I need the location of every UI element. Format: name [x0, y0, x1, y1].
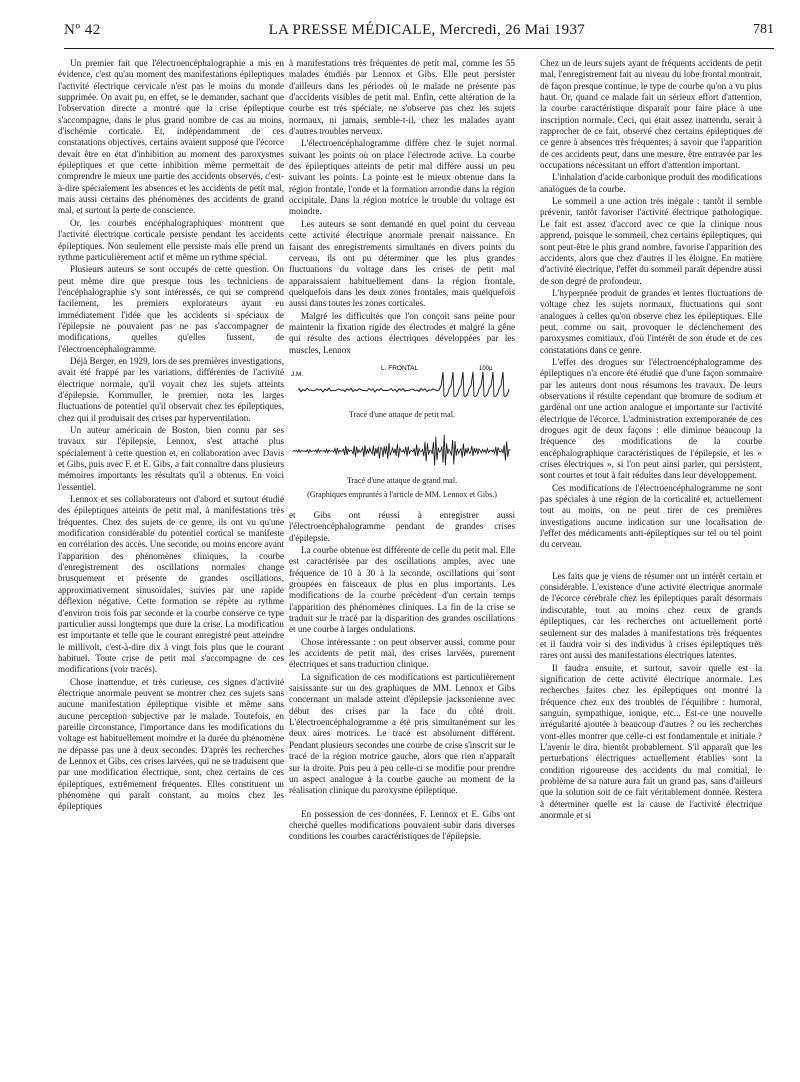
paragraph: L'électroencéphalogramme diffère chez le sujet normal suivant les points où on place l'électrode active. La courbe des épileptiques atteints de petit mal diffère aussi un peu suivant les points. La pointe est le mieux obtenue dans la région frontale, l'onde et la formation arrondie dans la région occipitale. Dans la région motrice le trouble du voltage est moindre. [289, 138, 515, 217]
trace-label-scale: 100µ [479, 365, 493, 372]
paragraph: Un auteur américain de Boston, bien connu par ses travaux sur l'épilepsie, Lennox, s'est attaché plus spécialement à cette question et, en collaboration avec Davis et Gibs, puis avec F. et E. Gibs, a fait connaître dans plusieurs mémoires importants les résultats qu'il a obtenus. En voici l'essentiel. [58, 425, 284, 492]
paragraph: Malgré les difficultés que l'on conçoit sans peine pour maintenir la fixation rigide des électrodes et malgré la gêne qui résulte des actions électriques développées par les muscles, Lennox [289, 310, 515, 355]
grand-mal-waveform [293, 435, 510, 466]
paragraph: Les auteurs se sont demandé en quel point du cerveau cette activité électrique anormale prenait naissance. En faisant des enregistrements simultanés en divers points du cerveau, ils ont pu déterminer que les plus grandes fluctuations du voltage dans les crises de petit mal apparaissaient habituellement dans la région frontale, quelquefois dans les deux zones frontales, mais quelquefois aussi dans toutes les zones corticales. [289, 218, 515, 309]
trace-label-frontal: L. FRONTAL [381, 364, 419, 372]
petit-mal-trace [289, 362, 515, 410]
eeg-figure [289, 362, 515, 500]
paragraph: Il faudra ensuite, et surtout, savoir quelle est la signification de cette activité électrique anormale. Les recherches faites chez les épileptiques ont montré la fréquence chez eux des troubles de l'équilibre : humoral, sanguin, sympathique, ionique, etc... Est-ce une nouvelle irrégularité ajoutée à beaucoup d'autres ? ou les recherches vont-elles montrer que celle-ci est fondamentale et initiale ? L'avenir le dira, bientôt probablement. S'il apparaît que les perturbations électriques actuellement établies sont la condition rigoureuse des accidents du mal comitial, le problème de sa nature aura fait un grand pas, sans d'ailleurs que la solution soit de ce fait véritablement donnée. Restera à déterminer quelle est la cause de l'activité électrique anormale et si [540, 662, 762, 820]
issue-number: Nº 42 [64, 22, 101, 38]
paragraph: à manifestations très fréquentes de petit mal, comme les 55 malades étudiés par Lennox et Gibs. Elle peut persister d'ailleurs dans les périodes où le malade ne présente pas d'accidents visibles de petit mal. Enfin, cette altération de la courbe est très spéciale, ne s'observe pas chez les sujets normaux, ni jamais, semble-t-il, chez les malades ayant d'autres troubles nerveux. [289, 58, 515, 137]
journal-title: LA PRESSE MÉDICALE, Mercredi, 26 Mai 1937 [268, 22, 586, 38]
figure-source: (Graphiques empruntés à l'article de MM. Lennox et Gibs.) [307, 489, 497, 499]
paragraph: L'inhalation d'acide carbonique produit des modifications analogues de la courbe. [540, 172, 762, 194]
paragraph: Lennox et ses collaborateurs ont d'abord et surtout étudié des épileptiques atteints de petit mal, à manifestations très fréquentes. Chez des sujets de ce genre, ils ont vu qu'une modification considérable du potentiel cortical se manifeste en corrélation des accès. Une seconde, ou moins encore avant l'apparition des phénomènes cliniques, la courbe d'enregistrement des oscillations normales change brusquement et présente de grandes oscillations, approximativement sinusoïdales, suivies par une rapide déflexion négative. Cette formation se répète au rythme d'environ trois fois par seconde et la courbe conserve ce type particulier aussi longtemps que dure la crise. La modification est importante et telle que le courant enregistré peut atteindre le millivolt, c'est-à-dire dix à vingt fois plus que le courant habituel. Toute crise de petit mal s'accompagne de ces modifications (voir tracés). [58, 494, 284, 675]
paragraph: Plusieurs auteurs se sont occupés de cette question. On peut même dire que presque tous les techniciens de l'encéphalographie s'y sont intéressés, ce qui se comprend facilement, les premiers explorateurs ayant eu immédiatement l'idée que les accidents si spéciaux de l'épilepsie ne pouvaient pas ne pas s'accompagner de modifications, quelles qu'elles fussent, de l'électroencéphalogramme. [58, 264, 284, 354]
paragraph: Les faits que je viens de résumer ont un intérêt certain et considérable. L'existence d'une activité électrique anormale de l'écorce cérébrale chez les épileptiques paraît désormais indiscutable, tout au moins chez ceux de grands épileptiques, car les recherches ont actuellement porté seulement sur des malades à manifestations très fréquentes et il faudra voir si des individus à crises épileptiques très rares ont aussi des manifestations électriques latentes. [540, 570, 762, 661]
paragraph: Or, les courbes encéphalographiques montrent que l'activité électrique corticale persiste pendant les accidents épileptiques. Non seulement elle persiste mais elle prend un rythme particulièrement actif et même un rythme spécial. [58, 217, 284, 262]
caption-grand-mal: Tracé d'une attaque de grand mal. [346, 475, 458, 485]
paragraph: Déjà Berger, en 1929, lors de ses premières investigations, avait été frappé par les variations, différentes de l'activité électrique normale, qu'il voyait chez les sujets atteints d'épilepsie. Kornmuller, le premier, nota les larges fluctuations de potentiel qu'il observait chez les épileptiques, chez qui il produisait des crises par hyperventilation. [58, 355, 284, 423]
paragraph: Chose inattendue, et très curieuse, ces signes d'activité électrique anormale peuvent se montrer chez ces sujets sans aucune manifestation épileptique visible et même sans aucune perception subjective par le malade. Toutefois, en pareille circonstance, l'importance dans les modifications du voltage est habituellement moindre et la durée du phénomène ne dépasse pas une à deux secondes. D'après les recherches de Lennox et Gibs, ces crises larvées, qui ne se traduisent que par une modification électrique, sont, chez certains de ces épileptiques, extrêmement fréquentes. Elles constituent un phénomène qui paraît constant, au moins chez les épileptiques [58, 676, 284, 812]
paragraph: L'hyperpnée produit de grandes et lentes fluctuations de voltage chez les sujets normaux, fluctuations qui sont analogues à celles qu'on observe chez les épileptiques. Elle peut, comme on sait, provoquer le déclenchement des paroxysmes comitiaux, d'où l'intérêt de son étude et de ces constatations dans ce genre. [540, 287, 762, 355]
page-header [64, 22, 774, 49]
spacer [289, 797, 515, 809]
column-3 [540, 58, 762, 1073]
journal-name: LA PRESSE MÉDICALE [268, 22, 432, 38]
paragraph: L'effet des drogues sur l'électroencéphalogramme des épileptiques n'a encore été étudié que d'une façon sommaire par les auteurs dont nous résumons les travaux. De leurs observations il résulte cependant que bromure de sodium et gardénal ont une action analogue et importante sur l'activité électrique de l'écorce. L'administration extemporanée de ces drogues agit de deux façons : elle diminue beaucoup la fréquence des modifications de la courbe encéphalographique caractéristiques de l'épilepsie, et les « crises électriques », si l'on peut ainsi parler, qui persistent, sont courtes et tout à fait réduites dans leur développement. [540, 356, 762, 481]
paragraph: Le sommeil a une action très inégale : tantôt il semble prévenir, tantôt favoriser l'activité électrique pathologique. Le fait est assez d'accord avec ce que la clinique nous apprend, puisque le sommeil, chez certains épileptiques, qui sont peut-être le plus grand nombre, favorise l'apparition des accidents, alors que chez d'autres il les éloigne. En matière d'activité électrique, l'effet du sommeil paraît dépendre aussi de son degré de profondeur. [540, 196, 762, 286]
grand-mal-trace [289, 426, 515, 476]
petit-mal-waveform [299, 372, 509, 396]
page-number: 781 [752, 22, 774, 37]
issue-date: Mercredi, 26 Mai 1937 [439, 22, 586, 38]
paragraph: La signification de ces modifications est particulièrement saisissante sur un des graphiques de MM. Lennox et Gibs concernant un malade atteint d'épilepsie jacksonienne avec début des crises par la face du côté droit. L'électroencéphalogramme a été pris simultanément sur les deux aires motrices. Le tracé est absolument différent. Pendant plusieurs secondes une courbe de crise s'inscrit sur le tracé de la région motrice gauche, alors que rien n'apparaît sur la droite. Puis peu à peu celle-ci se modifie pour prendre un aspect analogue à la courbe gauche au moment de la réalisation clinique du paroxysme épileptique. [289, 671, 515, 796]
paragraph: et Gibs ont réussi à enregistrer aussi l'électroencéphalogramme pendant de grandes crises d'épilepsie. [289, 509, 515, 543]
column-1 [58, 58, 284, 1073]
paragraph: Un premier fait que l'électroencéphalographie a mis en évidence, c'est qu'au moment des manifestations épileptiques l'activité électrique cervicale n'est pas le moins du monde supprimée. On avait pu, en effet, se le demander, sachant que l'observation directe a montré que la crise épileptique s'accompagne, dans le plus grand nombre de cas au moins, d'ischémie corticale. Et, indépendamment de ces constatations objectives, certains avaient supposé que l'écorce devait être en état d'inhibition au moment des paroxysmes épileptiques et que cette inhibition même permettait de comprendre le mieux une partie des accidents observés, c'est-à-dire spécialement les absences et les accidents de petit mal, mais aussi certains des phénomènes des accidents de grand mal, et surtout la perte de conscience. [58, 58, 284, 216]
paragraph: Ces modifications de l'électroencéphalogramme ne sont pas spéciales à une région de la corticalité et, actuellement tout au moins, on ne peut tirer de ces premières investigations aucune indication sur une localisation de l'effet des médicaments anti-épileptiques sur tel ou tel point du cerveau. [540, 482, 762, 550]
paragraph: Chose intéressante : on peut observer aussi, comme pour les accidents de petit mal, des crises larvées, purement électriques et sans traduction clinique. [289, 636, 515, 670]
column-2 [289, 58, 515, 1073]
paragraph: La courbe obtenue est différente de celle du petit mal. Elle est caractérisée par des oscillations amples, avec une fréquence de 10 à 30 à la seconde, oscillations qui sont groupées en faisceaux de plus en plus importants. Les modifications de la courbe précèdent d'un certain temps l'apparition des phénomènes cliniques. La fin de la crise se traduit sur le tracé par la disparition des grandes oscillations et une courbe à larges ondulations. [289, 544, 515, 635]
paragraph: Chez un de leurs sujets ayant de fréquents accidents de petit mal, l'enregistrement fait au niveau du lobe frontal montrait, de façon presque continue, le type de courbe qu'on a vu plus haut. Or, quand ce malade fait un sérieux effort d'attention, la courbe caractéristique disparaît pour faire place à une inscription normale. Ceci, qui était assez inattendu, serait à rapprocher de ce fait, observé chez certains épileptiques de ce genre à absences très fréquentes, à savoir que l'apparition de ces accidents peut, dans une mesure, être entravée par les occupations nécessitant un effort d'attention important. [540, 58, 762, 171]
trace-label-jm: J.M. [291, 370, 304, 378]
caption-petit-mal: Tracé d'une attaque de petit mal. [348, 409, 456, 419]
paragraph: En possession de ces données, F. Lennox et E. Gibs ont cherché quelles modifications pouvaient subir dans diverses conditions les courbes caractéristiques de l'épilepsie. [289, 808, 515, 842]
spacer [540, 551, 762, 571]
